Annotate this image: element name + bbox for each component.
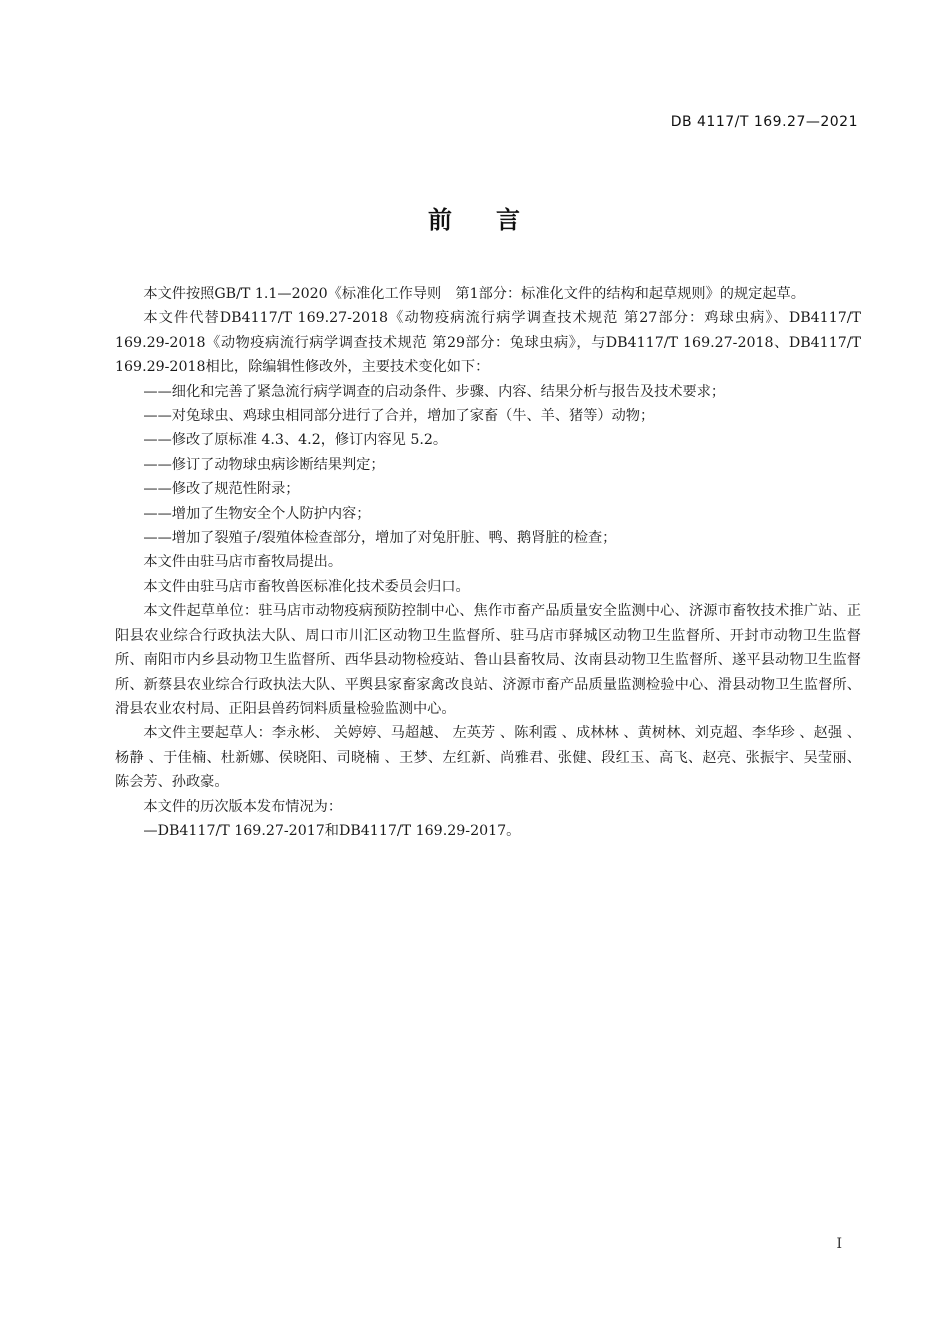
change-item: ——修订了动物球虫病诊断结果判定； [143, 456, 385, 473]
foreword-body [115, 282, 861, 843]
page-title-char-2: 言 [496, 206, 522, 234]
change-item: ——修改了规范性附录； [143, 481, 300, 498]
paragraph-replacement-notice: 本文件代替DB4117/T 169.27-2018《动物疫病流行病学调查技术规范 第27部分：鸡球虫病》、DB4117/T 169.29-2018《动物疫病流行病学调查技术规范 第29部分：兔球虫病》，与DB4117/T 169.27-2018、DB4117/T 169.29-2018相比，除编辑性修改外，主要技术变化如下： [115, 310, 861, 376]
page-number: I [836, 1236, 842, 1252]
page-title-char-1: 前 [428, 206, 454, 234]
change-item: ——细化和完善了紧急流行病学调查的启动条件、步骤、内容、结果分析与报告及技术要求； [143, 383, 726, 400]
change-item: ——增加了裂殖子/裂殖体检查部分，增加了对兔肝脏、鸭、鹅肾脏的检查； [143, 530, 617, 547]
history-item: —DB4117/T 169.27-2017和DB4117/T 169.29-2017。 [143, 822, 521, 839]
paragraph-drafting-basis: 本文件按照GB/T 1.1—2020《标准化工作导则 第1部分：标准化文件的结构和起草规则》的规定起草。 [143, 286, 805, 302]
paragraph-history-intro: 本文件的历次版本发布情况为： [143, 798, 343, 815]
paragraph-centralizer: 本文件由驻马店市畜牧兽医标准化技术委员会归口。 [143, 578, 470, 595]
paragraph-drafting-units: 本文件起草单位：驻马店市动物疫病预防控制中心、焦作市畜产品质量安全监测中心、济源市畜牧技术推广站、正阳县农业综合行政执法大队、周口市川汇区动物卫生监督所、驻马店市驿城区动物卫生监督所、开封市动物卫生监督所、南阳市内乡县动物卫生监督所、西华县动物检疫站、鲁山县畜牧局、汝南县动物卫生监督所、遂平县动物卫生监督所、新蔡县农业综合行政执法大队、平舆县家畜家禽改良站、济源市畜产品质量监测检验中心、滑县动物卫生监督所、滑县农业农村局、正阳县兽药饲料质量检验监测中心。 [115, 603, 861, 717]
document-code: DB 4117/T 169.27—2021 [670, 114, 858, 130]
paragraph-drafters: 本文件主要起草人：李永彬、 关婷婷、马超越、 左英芳 、陈利霞 、成林林 、黄树林、刘克超、李华珍 、赵强 、杨静 、于佳楠、杜新娜、侯晓阳、司晓楠 、王梦、左红新、尚雅君、张健、段红玉、高飞、赵亮、张振宇、吴莹丽、陈会芳、孙政豪。 [115, 725, 861, 791]
change-item: ——增加了生物安全个人防护内容； [143, 505, 371, 522]
page-title [0, 200, 950, 235]
paragraph-proposer: 本文件由驻马店市畜牧局提出。 [143, 554, 343, 571]
change-item: ——修改了原标准 4.3、4.2，修订内容见 5.2。 [143, 432, 448, 449]
change-item: ——对兔球虫、鸡球虫相同部分进行了合并，增加了家畜（牛、羊、猪等）动物； [143, 408, 655, 425]
